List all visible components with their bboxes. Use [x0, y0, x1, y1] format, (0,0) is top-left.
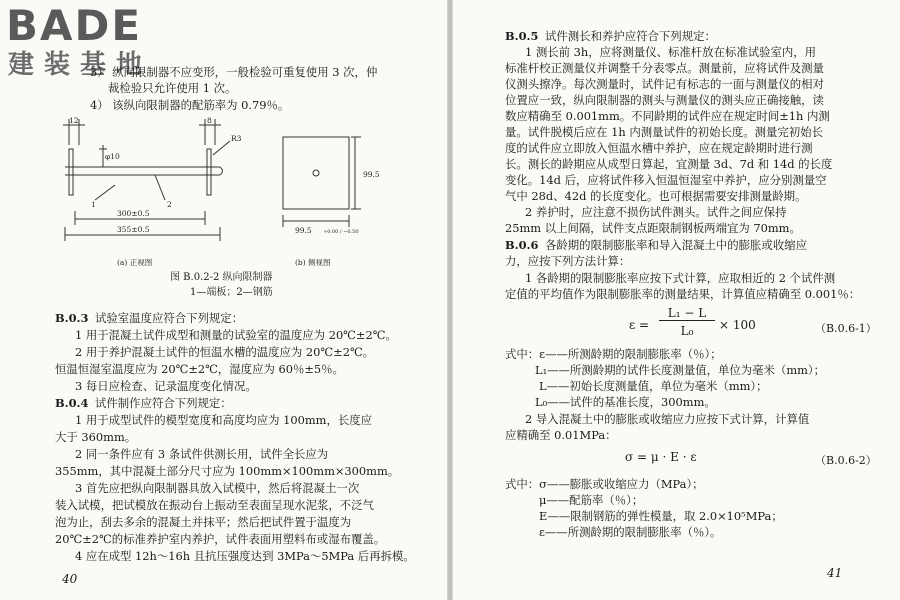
end-plate-left: [69, 149, 73, 195]
text-line: 定值的平均值作为限制膨胀率的测量结果，计算值应精确至 0.001％：: [505, 287, 861, 301]
text-line: 长。测长的龄期应从成型日算起，宜测量 3d、7d 和 14d 的长度: [505, 157, 833, 171]
text-line: 装入试模，把试模放在振动台上振动至表面呈现水泥浆，不泛气: [55, 498, 374, 512]
text-line: 应精确至 0.01MPa：: [505, 428, 617, 442]
text-line: 4） 该纵向限制器的配筋率为 0.79％。: [90, 98, 290, 112]
text-line: 数应精确至 0.001mm。不同龄期的试件应在规定时间±1h 内测: [505, 109, 830, 123]
dim-99-5-side: 99.5: [363, 170, 380, 179]
text-line: 位置应一致，纵向限制器的测头与测量仪的测头应正确接触，读: [505, 93, 824, 107]
dim-99-5-bottom: 99.5: [295, 226, 312, 235]
section-heading: 试件测长和养护应符合下列规定：: [545, 29, 716, 43]
where-line: L₀——试件的基准长度，300mm。: [535, 395, 716, 409]
text-line: 3） 纵向限制器不应变形，一般检验可重复使用 3 次，仲: [90, 65, 378, 79]
formula-numerator: L₁ − L: [659, 306, 715, 321]
text-line: 20℃±2℃的标准养护室内养护，试件表面用塑料布或湿布覆盖。: [55, 532, 386, 546]
logo-subtitle: 建装基地: [8, 50, 153, 80]
formula-denominator: L₀: [680, 324, 694, 338]
text-line: 量。试件脱模后应在 1h 内测量试件的初始长度。测量完初始长: [505, 125, 823, 139]
dim-12: 12: [69, 116, 79, 125]
text-line: 1 各龄期的限制膨胀率应按下式计算，应取相近的 2 个试件测: [525, 271, 836, 285]
tolerance: +0.00 / −0.50: [323, 229, 359, 235]
text-line: 1 用于成型试件的模型宽度和高度均应为 100mm，长度应: [75, 413, 373, 427]
text-line: 355mm，其中混凝土部分尺寸应为 100mm×100mm×300mm。: [55, 464, 400, 478]
caption-side-view: (b) 侧视图: [295, 258, 331, 267]
formula-lhs: ε =: [629, 318, 650, 332]
where-line: L₁——所测龄期的试件长度测量值，单位为毫米（mm）；: [535, 363, 826, 377]
where-line: μ——配筋率（％）；: [539, 493, 644, 507]
equation-number: （B.0.6-1）: [815, 322, 877, 335]
text-line: 2 同一条件应有 3 条试件供测长用，试件全长应为: [75, 447, 329, 461]
side-view-square: [283, 137, 349, 209]
text-line: 2 用于养护混凝土试件的恒温水槽的温度应为 20℃±2℃。: [75, 345, 375, 359]
formula-tail: × 100: [719, 318, 756, 332]
text-line: 变化。14d 后，应将试件移入恒温恒湿室中养护，应分别测量空: [505, 173, 827, 187]
text-line: 力，应按下列方法计算：: [505, 254, 631, 268]
text-line: 度的试件应立即放入恒温水槽中养护，应在规定龄期时进行测: [505, 141, 813, 155]
page-number: 40: [62, 572, 78, 586]
where-line: ε——所测龄期的限制膨胀率（％）。: [539, 525, 722, 539]
part-label-1: 1: [91, 200, 96, 209]
text-line: 大于 360mm。: [55, 430, 137, 444]
text-line: 标准杆校正测量仪并调整千分表零点。测量前，应将试件及测量: [505, 61, 824, 75]
where-line: E——限制钢筋的弹性模量，取 2.0×10⁵MPa；: [539, 509, 783, 523]
text-line: 气中 28d、42d 的长度变化。也可根据需要安排测量龄期。: [505, 189, 807, 203]
section-number: B.0.3: [55, 311, 89, 325]
longitudinal-restrainer-figure: [55, 115, 395, 275]
where-line: 式中：σ——膨胀或收缩应力（MPa）；: [505, 477, 704, 491]
text-line: 3 首先应把纵向限制器具放入试模中，然后将混凝土一次: [75, 481, 360, 495]
figure-title: 图 B.0.2-2 纵向限制器: [170, 272, 273, 283]
dim-8: 8: [207, 116, 212, 125]
dim-300: 300±0.5: [117, 209, 150, 218]
section-heading: 试验室温度应符合下列规定：: [95, 311, 244, 325]
page-number: 41: [827, 566, 843, 580]
where-line: L——初始长度测量值，单位为毫米（mm）；: [539, 379, 768, 393]
dim-355: 355±0.5: [117, 225, 150, 234]
section-heading: 试件制作应符合下列规定：: [95, 396, 232, 410]
text-line: 1 测长前 3h，应将测量仪、标准杆放在标准试验室内，用: [525, 45, 817, 59]
logo-brand: BADE: [6, 1, 143, 50]
part-label-2: 2: [167, 200, 172, 209]
right-page: [453, 0, 900, 600]
text-line: 1 用于混凝土试件成型和测量的试验室的温度应为 20℃±2℃。: [75, 328, 397, 342]
text-line: 2 导入混凝土中的膨胀或收缩应力应按下式计算，计算值: [525, 412, 810, 426]
dim-r3: R3: [231, 134, 242, 143]
caption-front-view: (a) 正视图: [117, 258, 153, 267]
formula-b062: σ = μ · E · ε: [625, 450, 697, 464]
text-line: 仪测头擦净。每次测量时，试件记有标志的一面与测量仪的相对: [505, 77, 824, 91]
text-line: 3 每日应检查、记录温度变化情况。: [75, 379, 257, 393]
text-line: 恒温恒湿室温度应为 20℃±2℃，湿度应为 60％±5％。: [55, 362, 344, 376]
section-number: B.0.4: [55, 396, 89, 410]
section-number: B.0.6: [505, 238, 539, 252]
section-heading: 各龄期的限制膨胀率和导入混凝土中的膨胀或收缩应: [545, 238, 807, 252]
dim-phi10: φ10: [105, 152, 120, 161]
left-page: [0, 0, 447, 600]
figure-legend: 1—端板；2—钢筋: [190, 287, 273, 298]
equation-number: （B.0.6-2）: [815, 454, 877, 467]
text-line: 2 养护时，应注意不损伤试件测头。试件之间应保持: [525, 205, 787, 219]
text-line: 4 应在成型 12h～16h 且抗压强度达到 3MPa～5MPa 后再拆模。: [75, 549, 415, 563]
text-line: 裁检验只允许使用 1 次。: [108, 81, 237, 95]
text-line: 25mm 以上间隔，试件支点距限制钢板两端宜为 70mm。: [505, 221, 801, 235]
text-line: 泡为止，刮去多余的混凝土并抹平；然后把试件置于温度为: [55, 515, 352, 529]
where-line: 式中：ε——所测龄期的限制膨胀率（％）；: [505, 347, 722, 361]
bar-end-circle: [313, 170, 319, 176]
section-number: B.0.5: [505, 29, 539, 43]
end-plate-right: [207, 149, 211, 195]
